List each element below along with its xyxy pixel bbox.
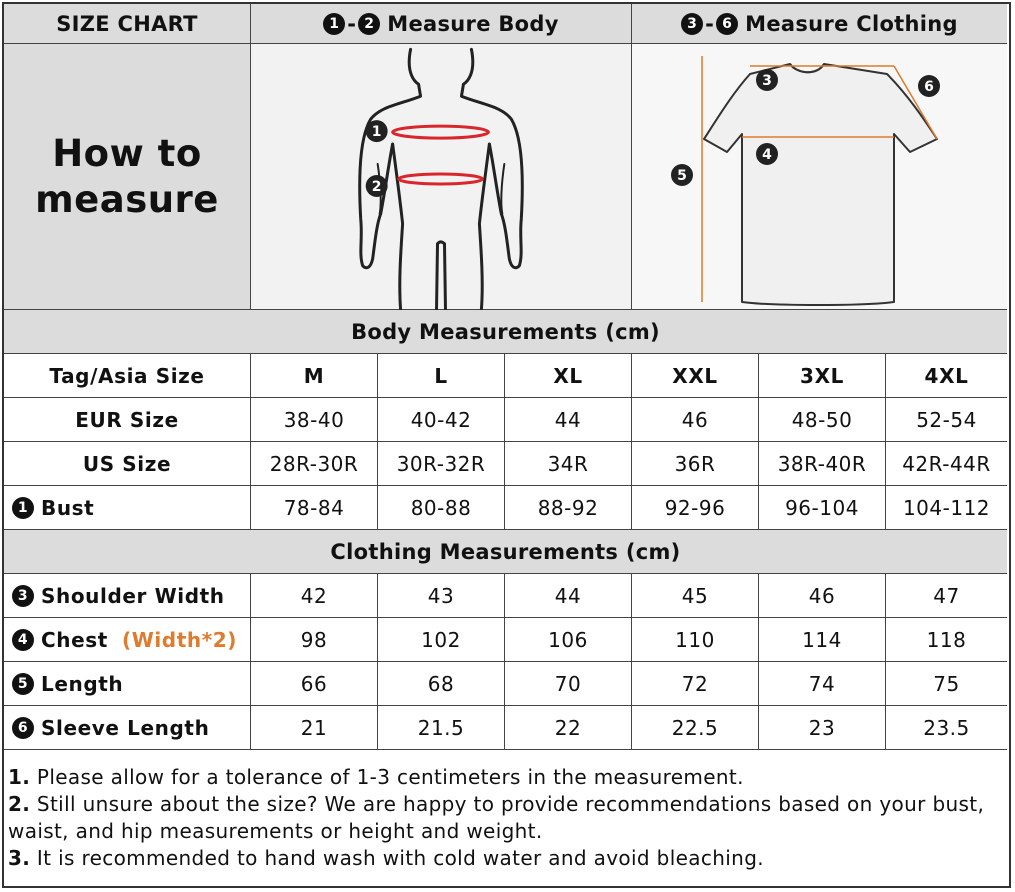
table-cell: 106 xyxy=(505,618,632,662)
table-cell: 42R-44R xyxy=(886,442,1007,486)
table-cell: 114 xyxy=(759,618,886,662)
shirt-diagram-cell xyxy=(632,44,1007,310)
body-measurements-title xyxy=(4,310,1007,354)
table-cell: 43 xyxy=(378,574,505,618)
table-cell: 36R xyxy=(632,442,759,486)
table-cell: 102 xyxy=(378,618,505,662)
clothing-measurements-title xyxy=(4,530,1007,574)
range-dash: - xyxy=(705,11,715,36)
table-cell: 21 xyxy=(251,706,378,750)
table-cell: 88-92 xyxy=(505,486,632,530)
table-cell: 78-84 xyxy=(251,486,378,530)
table-cell: 23 xyxy=(759,706,886,750)
note-3: 3. It is recommended to hand wash with cold water and avoid bleaching. xyxy=(8,846,764,870)
note-2: 2. Still unsure about the size? We are happy to provide recommendations based on your bust, waist, and hip measurements or height and weight. xyxy=(8,792,985,843)
number-6-icon: 6 xyxy=(716,13,738,35)
how-to-measure-cell xyxy=(4,44,251,310)
table-cell: 104-112 xyxy=(886,486,1007,530)
table-cell: 96-104 xyxy=(759,486,886,530)
row-label-text: EUR Size xyxy=(75,407,179,432)
clothing-row-label xyxy=(4,662,251,706)
row-label-text: Shoulder Width xyxy=(41,583,225,608)
table-cell: 28R-30R xyxy=(251,442,378,486)
svg-text:6: 6 xyxy=(924,78,934,95)
table-cell: 47 xyxy=(886,574,1007,618)
table-cell: 38R-40R xyxy=(759,442,886,486)
size-header-m: M xyxy=(251,354,378,398)
notes-section xyxy=(4,750,1007,884)
body-row-label xyxy=(4,398,251,442)
table-cell: 75 xyxy=(886,662,1007,706)
table-cell: 110 xyxy=(632,618,759,662)
number-6-icon: 6 xyxy=(12,717,34,739)
svg-text:4: 4 xyxy=(762,146,772,163)
table-cell: 34R xyxy=(505,442,632,486)
number-2-icon: 2 xyxy=(358,13,380,35)
row-label-text: Length xyxy=(41,671,124,696)
clothing-row-label xyxy=(4,706,251,750)
table-cell: 22 xyxy=(505,706,632,750)
size-label-cell xyxy=(4,354,251,398)
how-to-line1: How to xyxy=(52,131,202,175)
table-cell: 118 xyxy=(886,618,1007,662)
table-cell: 38-40 xyxy=(251,398,378,442)
body-row-label xyxy=(4,486,251,530)
how-to-line2: measure xyxy=(35,177,219,221)
tshirt-illustration xyxy=(632,44,1007,310)
table-cell: 74 xyxy=(759,662,886,706)
measure-body-title: Measure Body xyxy=(387,11,559,36)
body-measure-markers xyxy=(366,120,388,197)
table-cell: 46 xyxy=(632,398,759,442)
table-cell: 22.5 xyxy=(632,706,759,750)
size-label-text: Tag/Asia Size xyxy=(49,363,205,388)
row-label-text: Sleeve Length xyxy=(41,715,210,740)
measure-body-header xyxy=(251,4,632,44)
table-cell: 52-54 xyxy=(886,398,1007,442)
table-cell: 44 xyxy=(505,398,632,442)
table-cell: 70 xyxy=(505,662,632,706)
table-cell: 23.5 xyxy=(886,706,1007,750)
size-chart-title-cell xyxy=(4,4,251,44)
svg-text:2: 2 xyxy=(371,178,382,195)
range-dash: - xyxy=(347,11,357,36)
size-header-4xl: 4XL xyxy=(886,354,1007,398)
table-cell: 68 xyxy=(378,662,505,706)
table-cell: 45 xyxy=(632,574,759,618)
size-header-xl: XL xyxy=(505,354,632,398)
number-5-icon: 5 xyxy=(12,673,34,695)
table-cell: 46 xyxy=(759,574,886,618)
table-cell: 66 xyxy=(251,662,378,706)
body-silhouette-illustration xyxy=(251,44,631,310)
body-row-label xyxy=(4,442,251,486)
number-1-icon: 1 xyxy=(12,497,34,519)
clothing-measurements-title-text: Clothing Measurements (cm) xyxy=(330,539,681,564)
size-chart-title: SIZE CHART xyxy=(56,11,198,36)
body-diagram-cell xyxy=(251,44,632,310)
table-cell: 44 xyxy=(505,574,632,618)
svg-text:3: 3 xyxy=(762,72,772,89)
table-cell: 98 xyxy=(251,618,378,662)
svg-text:1: 1 xyxy=(371,123,382,140)
table-cell: 80-88 xyxy=(378,486,505,530)
table-cell: 42 xyxy=(251,574,378,618)
measure-clothing-title: Measure Clothing xyxy=(745,11,958,36)
table-cell: 21.5 xyxy=(378,706,505,750)
size-header-l: L xyxy=(378,354,505,398)
table-cell: 72 xyxy=(632,662,759,706)
size-header-3xl: 3XL xyxy=(759,354,886,398)
row-label-text: US Size xyxy=(82,451,172,476)
measure-clothing-header xyxy=(632,4,1007,44)
number-1-icon: 1 xyxy=(323,13,345,35)
clothing-row-label xyxy=(4,574,251,618)
number-3-icon: 3 xyxy=(12,585,34,607)
row-label-note: (Width*2) xyxy=(121,627,238,652)
table-cell: 30R-32R xyxy=(378,442,505,486)
row-label-text: Bust xyxy=(41,495,95,520)
note-1: 1. Please allow for a tolerance of 1-3 centimeters in the measurement. xyxy=(8,765,744,789)
number-3-icon: 3 xyxy=(681,13,703,35)
row-label-text: Chest xyxy=(41,627,108,652)
number-4-icon: 4 xyxy=(12,629,34,651)
table-cell: 92-96 xyxy=(632,486,759,530)
table-cell: 40-42 xyxy=(378,398,505,442)
how-to-measure-heading xyxy=(35,131,219,223)
size-header-xxl: XXL xyxy=(632,354,759,398)
clothing-row-label xyxy=(4,618,251,662)
body-measurements-title-text: Body Measurements (cm) xyxy=(351,319,660,344)
svg-text:5: 5 xyxy=(677,167,687,184)
table-cell: 48-50 xyxy=(759,398,886,442)
